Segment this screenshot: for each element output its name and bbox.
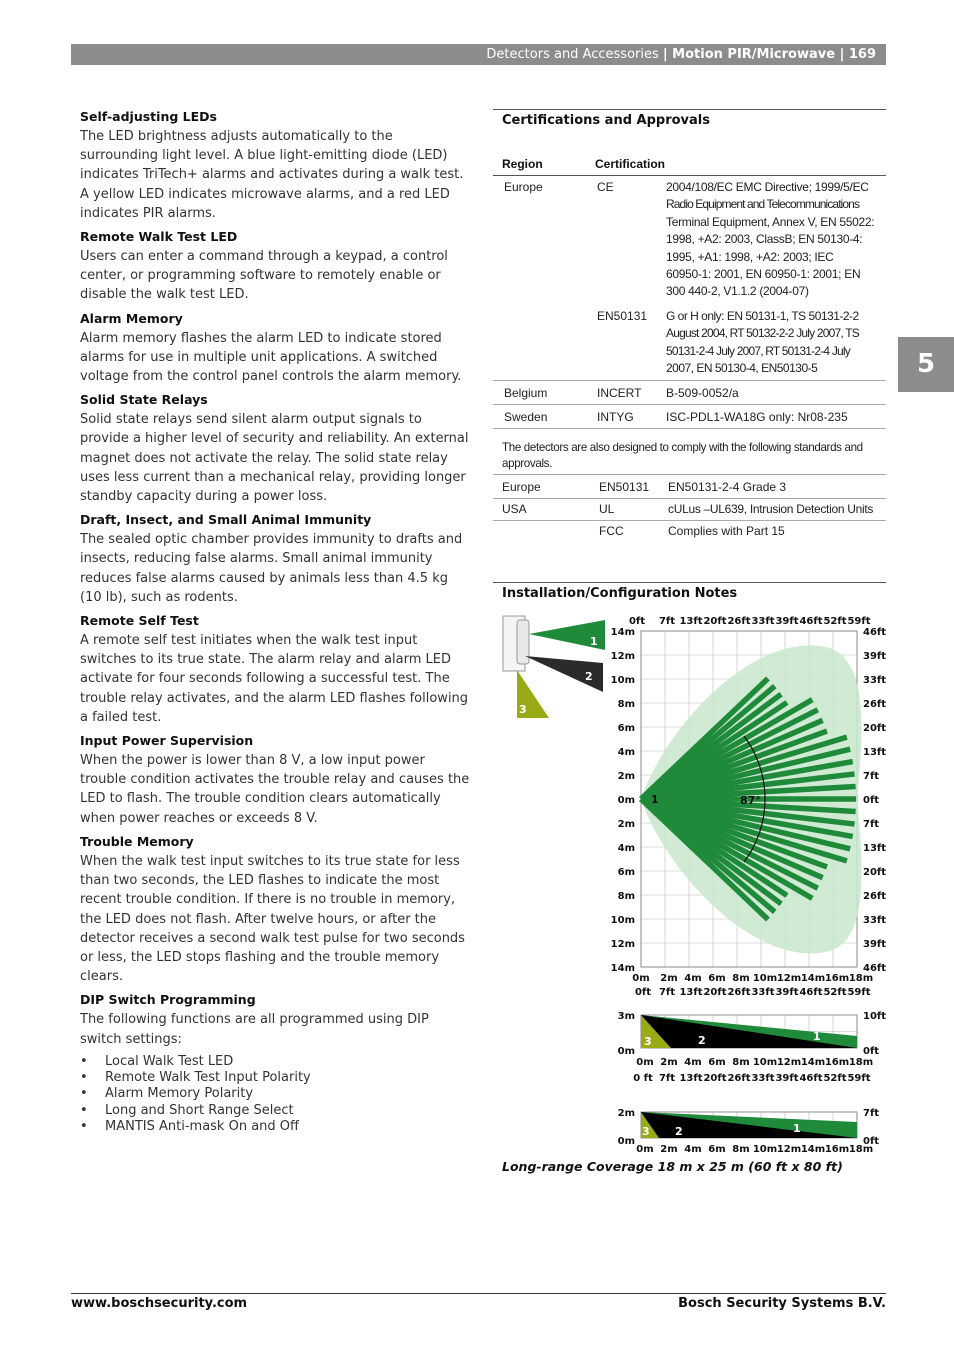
table-rule — [493, 474, 886, 475]
cert-detail-line: August 2004, RT 50132-2-2 July 2007, TS — [666, 326, 859, 341]
dip-switch-list — [80, 1054, 470, 1135]
cert-detail-line: 60950-1: 2001, EN 60950-1: 2001; EN — [666, 267, 861, 282]
table-rule — [493, 428, 886, 429]
side-label-3: 3 — [642, 1125, 650, 1138]
cert-detail: Complies with Part 15 — [668, 524, 785, 538]
cert-detail — [666, 179, 886, 301]
column-header-region: Region — [502, 157, 543, 171]
tick-label: 6m — [708, 1144, 726, 1155]
list-item: • Remote Walk Test Input Polarity — [80, 1070, 470, 1086]
tick-label: 0ft — [863, 1136, 880, 1147]
region-cell: Europe — [502, 480, 541, 494]
tick-label: 10m — [752, 1057, 778, 1068]
section-title: Draft, Insect, and Small Animal Immunity — [80, 512, 372, 528]
tick-label: 59ft — [847, 1073, 871, 1084]
section-rule — [493, 109, 886, 110]
header-section: Detectors and Accessories — [486, 47, 659, 62]
tick-label: 26ft — [727, 1073, 751, 1084]
section-title: Self-adjusting LEDs — [80, 109, 217, 124]
tick-label: 12m — [610, 939, 635, 950]
list-item: • Local Walk Test LED — [80, 1054, 470, 1070]
list-item: • Long and Short Range Select — [80, 1103, 470, 1119]
origin-label: 1 — [651, 793, 659, 806]
tick-label: 14m — [800, 973, 826, 984]
tick-label: 46ft — [799, 616, 823, 627]
tick-label: 12m — [610, 651, 635, 662]
certifications-title: Certifications and Approvals — [502, 113, 710, 128]
table-rule — [493, 498, 886, 499]
tick-label: 46ft — [799, 1073, 823, 1084]
tick-label: 14m — [800, 1144, 826, 1155]
tick-label: 0m — [617, 795, 635, 806]
tick-label: 26ft — [727, 616, 751, 627]
tick-label: 3m — [617, 1011, 635, 1022]
cert-cell: EN50131 — [597, 309, 648, 323]
section-body: When the walk test input switches to its true state for less than two seconds, the LED flashes to indicate the most recent trouble condition. If there is no trouble in memory, the LED does not flash. After twelve hours, or after the detector receives a second walk test pulse for two seconds or less, the LED stops flashing and the trouble memory clears. — [80, 853, 465, 985]
section-title: Remote Walk Test LED — [80, 229, 238, 245]
diagram-caption: Long-range Coverage 18 m x 25 m (60 ft x 80 ft) — [502, 1159, 843, 1174]
tick-label: 26ft — [863, 699, 887, 710]
tick-label: 8m — [617, 891, 635, 902]
tick-label: 14m — [610, 627, 635, 638]
section-body: Alarm memory flashes the alarm LED to indicate stored alarms for use in multiple unit applications. A switched voltage from the control panel controls the alarm memory. — [80, 330, 462, 385]
tick-label: 26ft — [863, 891, 887, 902]
cert-cell: FCC — [599, 524, 624, 538]
tick-label: 20ft — [863, 723, 887, 734]
tick-label: 6m — [617, 723, 635, 734]
tick-label: 46ft — [863, 627, 887, 638]
tick-label: 59ft — [847, 987, 871, 998]
section-body: The LED brightness adjusts automatically to the surrounding light level. A blue light-emitting diode (LED) indicates TriTech+ alarms and activates during a walk test. A yellow LED indicates microwave alarms, and a red LED indicates PIR alarms. — [80, 129, 464, 221]
list-item: • MANTIS Anti-mask On and Off — [80, 1119, 470, 1135]
tick-label: 33ft — [751, 1073, 775, 1084]
tick-label: 12m — [776, 973, 802, 984]
tick-label: 13ft — [679, 1073, 703, 1084]
side-label-2: 2 — [675, 1125, 683, 1138]
tick-label: 12m — [776, 1144, 802, 1155]
cert-detail-line: Radio Equipment and Telecommunications — [666, 197, 860, 212]
tick-label: 59ft — [847, 616, 871, 627]
side-label-2: 2 — [698, 1034, 706, 1047]
tick-label: 2m — [617, 771, 635, 782]
tick-label: 7ft — [863, 771, 880, 782]
tick-label: 8m — [732, 973, 750, 984]
cert-detail: B-509-0052/a — [666, 386, 739, 400]
tick-label: 52ft — [823, 987, 847, 998]
tick-label: 33ft — [863, 675, 887, 686]
cert-detail-line: 50131-2-4 July 2007, RT 50131-2-4 July — [666, 343, 850, 358]
tick-label: 14m — [800, 1057, 826, 1068]
tick-label: 18m — [848, 973, 874, 984]
section-title: DIP Switch Programming — [80, 992, 256, 1008]
coverage-diagram — [495, 608, 890, 1158]
tick-label: 16m — [824, 973, 850, 984]
tick-label: 6m — [617, 867, 635, 878]
tick-label: 2m — [617, 819, 635, 830]
tick-label: 14m — [610, 963, 635, 974]
cert-detail-line: 300 440-2, V1.1.2 (2004-07) — [666, 284, 809, 299]
tick-label: 7ft — [658, 1073, 676, 1084]
tick-label: 52ft — [823, 616, 847, 627]
cert-detail-line: 1998, +A2: 2003, ClassB; EN 50130-4: — [666, 232, 863, 247]
tick-label: 4m — [684, 1144, 702, 1155]
cert-detail — [666, 308, 886, 378]
tick-label: 6m — [708, 973, 726, 984]
tick-label: 13ft — [679, 987, 703, 998]
footer-rule — [71, 1293, 886, 1294]
table-rule — [493, 520, 886, 521]
chapter-tab: 5 — [898, 337, 954, 392]
tick-label: 13ft — [863, 747, 887, 758]
tick-label: 7ft — [658, 987, 676, 998]
table-rule — [493, 404, 886, 405]
tick-label: 20ft — [703, 616, 727, 627]
tick-label: 13ft — [679, 616, 703, 627]
tick-label: 0ft — [628, 616, 646, 627]
section-title: Alarm Memory — [80, 310, 183, 326]
tick-label: 4m — [684, 1057, 702, 1068]
tick-label: 18m — [848, 1144, 874, 1155]
cert-cell: INCERT — [597, 386, 642, 400]
tick-label: 10m — [610, 915, 635, 926]
column-header-certification: Certification — [595, 157, 666, 171]
tick-label: 46ft — [863, 963, 887, 974]
tick-label: 20ft — [703, 987, 727, 998]
tick-label: 0m — [636, 1144, 654, 1155]
cert-detail-line: 2007, EN 50130-4, EN50130-5 — [666, 361, 818, 376]
tick-label: 2m — [617, 1108, 635, 1119]
tick-label: 39ft — [775, 616, 799, 627]
section-title: Input Power Supervision — [80, 733, 254, 749]
cert-detail: cULus –UL639, Intrusion Detection Units — [668, 502, 874, 516]
tick-label: 0m — [617, 1136, 635, 1147]
tick-label: 0ft — [634, 987, 652, 998]
tick-label: 10m — [752, 1144, 778, 1155]
page-header — [71, 44, 886, 65]
tick-label: 10m — [610, 675, 635, 686]
section-body: When the power is lower than 8 V, a low input power trouble condition activates the trouble relay and causes the LED to flash. The trouble condition clears automatically when power reaches or exceeds 8 V. — [80, 753, 470, 826]
plan-view — [611, 616, 887, 984]
cert-cell: INTYG — [597, 410, 634, 424]
cert-detail: ISC-PDL1-WA18G only: Nr08-235 — [666, 410, 848, 424]
cert-detail-line: Terminal Equipment, Annex V, EN 55022: — [666, 214, 875, 229]
tick-label: 0m — [632, 973, 650, 984]
section-body: Solid state relays send silent alarm output signals to provide a higher level of security and reliability. An external magnet does not activate the relay. The solid state relay uses less current than a mechanical relay, providing longer standby capacity during a power loss. — [80, 412, 469, 505]
tick-label: 7ft — [863, 819, 880, 830]
tick-label: 52ft — [823, 1073, 847, 1084]
tick-label: 2m — [660, 1144, 678, 1155]
cert-detail: EN50131-2-4 Grade 3 — [668, 480, 787, 494]
angle-label: 87° — [740, 794, 761, 807]
tick-label: 10m — [752, 973, 778, 984]
tick-label: 0m — [636, 1057, 654, 1068]
footer-company: Bosch Security Systems B.V. — [678, 1296, 886, 1311]
tick-label: 2m — [660, 973, 678, 984]
legend-label-2: 2 — [585, 670, 593, 683]
tick-label: 0ft — [863, 1046, 880, 1057]
tick-label: 39ft — [775, 987, 799, 998]
cert-cell: UL — [599, 502, 615, 516]
section-rule — [493, 582, 886, 583]
region-cell: USA — [502, 502, 527, 516]
section-body: The sealed optic chamber provides immunity to drafts and insects, reducing false alarms. Small animal immunity reduces false alarms caused by animals less than 4.5 kg (10 lb), such as rodents. — [80, 532, 463, 605]
section-title: Trouble Memory — [80, 833, 194, 849]
tick-label: 4m — [684, 973, 702, 984]
tick-label: 33ft — [863, 915, 887, 926]
side-label-1: 1 — [813, 1030, 821, 1043]
tick-label: 0m — [617, 1046, 635, 1057]
tick-label: 33ft — [751, 616, 775, 627]
feature-column — [80, 108, 470, 1135]
tick-label: 7ft — [658, 616, 676, 627]
tick-label: 2m — [660, 1057, 678, 1068]
tick-label: 10ft — [863, 1011, 887, 1022]
section-body: A remote self test initiates when the walk test input switches to its true state. The alarm relay and alarm LED activate for four seconds following a successful test. The trouble relay activates, and the alarm LED flashes following a failed test. — [80, 633, 469, 725]
cert-cell: CE — [597, 180, 614, 194]
table-rule — [493, 175, 886, 176]
tick-label: 7ft — [863, 1108, 880, 1119]
cert-cell: EN50131 — [599, 480, 650, 494]
section-title: Remote Self Test — [80, 613, 199, 629]
tick-label: 13ft — [863, 843, 887, 854]
tick-label: 12m — [776, 1057, 802, 1068]
list-item: • Alarm Memory Polarity — [80, 1086, 470, 1102]
tick-label: 8m — [732, 1057, 750, 1068]
tick-label: 20ft — [863, 867, 887, 878]
tick-label: 4m — [617, 747, 635, 758]
section-body: Users can enter a command through a keypad, a control center, or programming software to remotely enable or disable the walk test LED. — [80, 249, 448, 303]
tick-label: 39ft — [863, 651, 887, 662]
cert-detail-line: 1995, +A1: 1998, +A2: 2003; IEC — [666, 249, 834, 264]
table-rule — [493, 380, 886, 381]
legend-label-1: 1 — [590, 635, 598, 648]
tick-label: 8m — [617, 699, 635, 710]
region-cell: Belgium — [504, 386, 548, 400]
tick-label: 46ft — [799, 987, 823, 998]
header-title: | Motion PIR/Microwave | 169 — [662, 47, 876, 62]
tick-label: 0 ft — [633, 1073, 653, 1084]
tick-label: 16m — [824, 1144, 850, 1155]
tick-label: 33ft — [751, 987, 775, 998]
tick-label: 26ft — [727, 987, 751, 998]
cert-detail-line: 2004/108/EC EMC Directive; 1999/5/EC — [666, 180, 869, 194]
detector-icon — [503, 616, 529, 671]
tick-label: 6m — [708, 1057, 726, 1068]
tick-label: 0ft — [863, 795, 880, 806]
tick-label: 39ft — [863, 939, 887, 950]
side-view-long — [618, 987, 887, 1068]
tick-label: 39ft — [775, 1073, 799, 1084]
cert-detail-line: G or H only: EN 50131-1, TS 50131-2-2 — [666, 309, 859, 323]
section-title: Solid State Relays — [80, 392, 208, 408]
footer-website: www.boschsecurity.com — [71, 1296, 248, 1311]
tick-label: 8m — [732, 1144, 750, 1155]
side-label-1: 1 — [793, 1122, 801, 1135]
tick-label: 16m — [824, 1057, 850, 1068]
legend-label-3: 3 — [519, 703, 527, 716]
side-view-short — [618, 1073, 880, 1155]
installation-title: Installation/Configuration Notes — [502, 586, 738, 601]
tick-label: 4m — [617, 843, 635, 854]
side-label-3: 3 — [644, 1035, 652, 1048]
tick-label: 18m — [848, 1057, 874, 1068]
tick-label: 20ft — [703, 1073, 727, 1084]
section-body: The following functions are all programmed using DIP switch settings: — [80, 1012, 429, 1047]
region-cell: Europe — [504, 180, 543, 194]
standards-note: The detectors are also designed to comply with the following standards and approvals. — [502, 441, 863, 470]
region-cell: Sweden — [504, 410, 548, 424]
